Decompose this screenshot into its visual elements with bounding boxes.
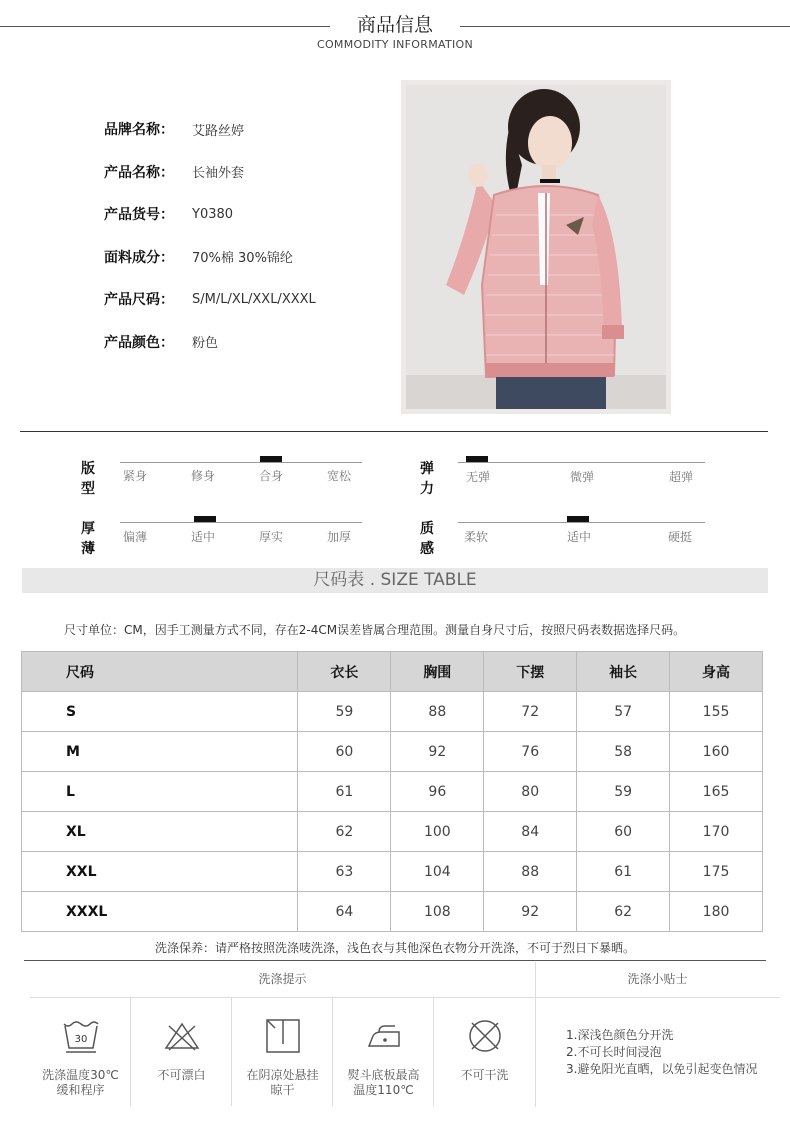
table-cell: 92 (391, 732, 484, 772)
info-key: 产品货号： (104, 207, 174, 224)
table-cell: 84 (484, 812, 577, 852)
table-cell: 108 (391, 892, 484, 932)
care-icon-cell (232, 998, 333, 1106)
info-key: 面料成分： (104, 249, 174, 266)
no-bleach-icon (163, 1018, 201, 1054)
table-cell: 62 (298, 812, 391, 852)
table-cell: 175 (670, 852, 763, 892)
table-cell: 63 (298, 852, 391, 892)
table-cell: 80 (484, 772, 577, 812)
table-cell: 61 (577, 852, 670, 892)
table-cell: 88 (484, 852, 577, 892)
product-info-list (104, 108, 384, 363)
scale-tick: 微弹 (570, 470, 595, 484)
care-tip: 1.深浅色颜色分开洗 (566, 1028, 674, 1042)
table-cell: 155 (670, 692, 763, 732)
scale-track (120, 462, 362, 463)
info-key: 产品名称： (104, 164, 174, 181)
care-icon-caption: 不可漂白 (157, 1068, 206, 1082)
table-header-cell: 身高 (670, 652, 763, 692)
table-cell: 160 (670, 732, 763, 772)
table-header-cell: 胸围 (391, 652, 484, 692)
care-tip: 3.避免阳光直晒，以免引起变色情况 (566, 1062, 758, 1076)
no-dry-clean-icon (466, 1018, 504, 1054)
size-unit-note: 尺寸单位：CM，因手工测量方式不同，存在2-4CM误差皆属合理范围。测量自身尺寸后，按照尺码表数据选择尺码。 (64, 623, 686, 637)
care-icon-caption: 洗涤温度30℃ 缓和程序 (42, 1068, 119, 1097)
table-cell: 104 (391, 852, 484, 892)
table-cell: 76 (484, 732, 577, 772)
info-row-color (104, 321, 384, 364)
info-row-brand (104, 108, 384, 151)
scale-label: 版型 (81, 461, 95, 497)
care-icons (30, 998, 535, 1106)
scale-tick: 修身 (191, 469, 216, 483)
scale-tick: 硬挺 (668, 530, 693, 544)
table-cell: 60 (298, 732, 391, 772)
section-header (0, 0, 790, 60)
scale-tick-selected: 适中 (191, 530, 216, 544)
table-header-cell: 袖长 (577, 652, 670, 692)
info-value: 70%棉 30%锦纶 (192, 251, 293, 267)
scale-track (458, 522, 705, 523)
table-row (22, 892, 763, 932)
info-key: 品牌名称： (104, 122, 174, 139)
care-tips (566, 1027, 757, 1078)
scale-marker (466, 456, 488, 462)
scale-tick: 柔软 (464, 530, 489, 544)
table-cell: 72 (484, 692, 577, 732)
info-key: 产品尺码： (104, 292, 174, 309)
scale-tick-selected: 适中 (567, 530, 592, 544)
table-cell: 61 (298, 772, 391, 812)
table-header-cell: 衣长 (298, 652, 391, 692)
info-row-sku (104, 193, 384, 236)
table-cell: XXL (22, 852, 298, 892)
section-title: 商品信息 (356, 14, 433, 36)
table-cell: 100 (391, 812, 484, 852)
wash-temp-label: 30 (74, 1034, 88, 1045)
info-key: 产品颜色： (104, 334, 174, 351)
care-tip: 2.不可长时间浸泡 (566, 1045, 662, 1059)
size-table (21, 651, 763, 932)
info-value: 艾路丝婷 (192, 123, 245, 139)
scale-label: 弹力 (420, 461, 434, 497)
table-row (22, 732, 763, 772)
table-cell: 64 (298, 892, 391, 932)
care-icon-caption: 熨斗底板最高 温度110℃ (347, 1068, 420, 1097)
care-note: 洗涤保养：请严格按照洗涤唛洗涤，浅色衣与其他深色衣物分开洗涤，不可于烈日下暴晒。 (154, 941, 635, 955)
info-row-size (104, 278, 384, 321)
table-cell: 92 (484, 892, 577, 932)
scale-tick-selected: 合身 (259, 469, 284, 483)
table-cell: 62 (577, 892, 670, 932)
iron-icon (365, 1018, 403, 1054)
table-cell: 170 (670, 812, 763, 852)
model-wearing-jacket-image (406, 85, 666, 409)
scale-track (458, 462, 705, 463)
scale-label: 厚薄 (81, 521, 95, 557)
care-icon-caption: 在阴凉处悬挂 晾干 (246, 1068, 319, 1097)
table-row (22, 692, 763, 732)
info-value: 粉色 (192, 336, 219, 352)
table-cell: 88 (391, 692, 484, 732)
wash-30-icon (62, 1018, 100, 1054)
care-icon-cell (333, 998, 434, 1106)
size-table-banner: 尺码表 . SIZE TABLE (22, 568, 768, 593)
care-title-left: 洗涤提示 (258, 972, 307, 986)
table-cell: 165 (670, 772, 763, 812)
care-divider (24, 960, 766, 961)
scale-tick-selected: 无弹 (466, 470, 491, 484)
table-cell: L (22, 772, 298, 812)
info-value: Y0380 (192, 206, 234, 222)
scale-tick: 加厚 (327, 530, 352, 544)
table-cell: 59 (298, 692, 391, 732)
scale-tick: 紧身 (123, 469, 148, 483)
section-divider (20, 431, 768, 432)
table-cell: XXXL (22, 892, 298, 932)
scale-marker (194, 516, 216, 522)
section-subtitle: COMMODITY INFORMATION (316, 38, 474, 51)
info-value: S/M/L/XL/XXL/XXXL (192, 291, 316, 307)
table-cell: 57 (577, 692, 670, 732)
info-value: 长袖外套 (192, 166, 245, 182)
care-icon-cell (434, 998, 535, 1106)
care-icon-caption: 不可干洗 (460, 1068, 509, 1082)
care-icon-cell (131, 998, 232, 1106)
table-header-cell: 尺码 (22, 652, 298, 692)
table-header-cell: 下摆 (484, 652, 577, 692)
scale-tick: 宽松 (327, 469, 352, 483)
scale-tick: 厚实 (259, 530, 284, 544)
care-vertical-divider (535, 962, 536, 1107)
table-cell: M (22, 732, 298, 772)
table-cell: 59 (577, 772, 670, 812)
header-divider-right (460, 26, 790, 27)
info-row-fabric (104, 236, 384, 279)
scale-marker (260, 456, 282, 462)
table-cell: S (22, 692, 298, 732)
table-cell: 96 (391, 772, 484, 812)
info-row-name (104, 151, 384, 194)
scale-marker (567, 516, 589, 522)
care-title-right: 洗涤小贴士 (627, 972, 688, 986)
table-cell: 58 (577, 732, 670, 772)
care-icon-cell (30, 998, 131, 1106)
product-photo (401, 80, 671, 414)
table-row (22, 852, 763, 892)
scale-tick: 超弹 (669, 470, 694, 484)
table-row (22, 812, 763, 852)
dry-in-shade-icon (264, 1018, 302, 1054)
table-cell: XL (22, 812, 298, 852)
table-header-row (22, 652, 763, 692)
table-row (22, 772, 763, 812)
scale-track (120, 522, 362, 523)
table-cell: 180 (670, 892, 763, 932)
table-cell: 60 (577, 812, 670, 852)
scale-label: 质感 (420, 521, 434, 557)
scale-tick: 偏薄 (123, 530, 148, 544)
